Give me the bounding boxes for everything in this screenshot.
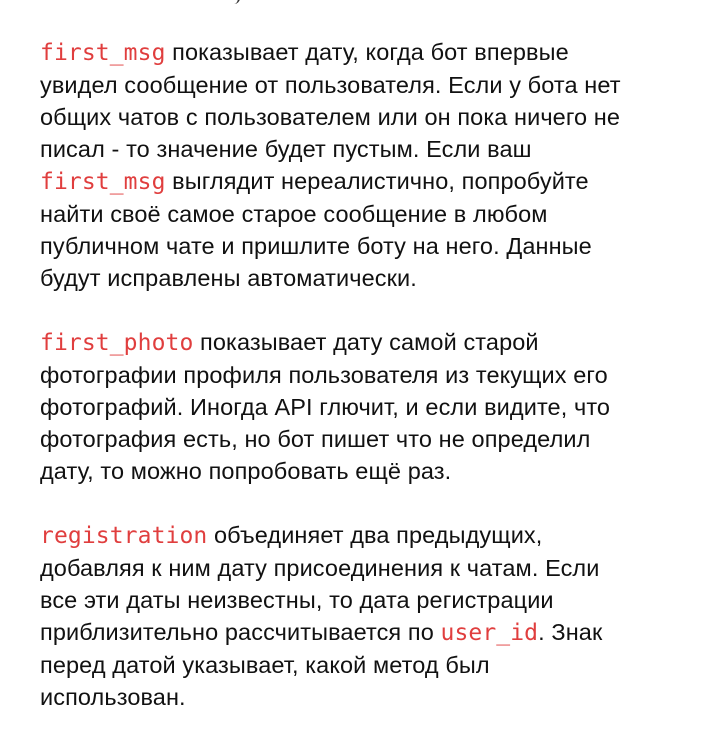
text-line <box>40 681 700 713</box>
help-text-content <box>40 36 700 745</box>
clipped-top-text-fragment <box>232 0 240 4</box>
text-segment: объединяет два предыдущих, <box>207 522 543 548</box>
text-line <box>40 616 700 649</box>
text-line <box>40 552 700 584</box>
text-segment: общих чатов с пользователем или он пока ничего не <box>40 104 621 130</box>
text-line <box>40 69 700 101</box>
code-term: user_id <box>440 620 539 646</box>
paragraph <box>40 36 700 294</box>
text-line <box>40 519 700 552</box>
code-term: first_msg <box>40 169 166 195</box>
text-segment: увидел сообщение от пользователя. Если у бота нет <box>40 72 621 98</box>
text-line <box>40 423 700 455</box>
text-line <box>40 36 700 69</box>
text-line <box>40 649 700 681</box>
text-segment: перед датой указывает, какой метод был <box>40 652 490 678</box>
text-line <box>40 584 700 616</box>
text-line <box>40 133 700 165</box>
text-line <box>40 455 700 487</box>
text-line <box>40 165 700 198</box>
text-line <box>40 101 700 133</box>
text-segment: выглядит нереалистично, попробуйте <box>165 168 589 194</box>
text-segment: показывает дату, когда бот впервые <box>165 39 569 65</box>
text-segment: публичном чате и пришлите боту на него. Данные <box>40 233 592 259</box>
text-line <box>40 198 700 230</box>
paragraph <box>40 326 700 487</box>
text-segment: все эти даты неизвестны, то дата регистрации <box>40 587 554 613</box>
text-line <box>40 391 700 423</box>
code-term: first_photo <box>40 330 194 356</box>
text-segment: фотографий. Иногда API глючит, и если видите, что <box>40 394 611 420</box>
text-segment: будут исправлены автоматически. <box>40 265 417 291</box>
text-segment: приблизительно рассчитывается по <box>40 619 441 645</box>
code-term: first_msg <box>40 40 166 66</box>
text-segment: показывает дату самой старой <box>193 329 539 355</box>
text-segment: дату, то можно попробовать ещё раз. <box>40 458 452 484</box>
text-segment: добавляя к ним дату присоединения к чатам. Если <box>40 555 600 581</box>
text-line <box>40 262 700 294</box>
text-segment: фотографии профиля пользователя из текущих его <box>40 362 608 388</box>
text-line <box>40 359 700 391</box>
text-segment: использован. <box>40 684 186 710</box>
text-segment: найти своё самое старое сообщение в любом <box>40 201 548 227</box>
text-segment: . Знак <box>538 619 603 645</box>
text-segment: писал - то значение будет пустым. Если ваш <box>40 136 532 162</box>
text-line <box>40 326 700 359</box>
paragraph <box>40 519 700 713</box>
text-line <box>40 230 700 262</box>
code-term: registration <box>40 523 208 549</box>
text-segment: фотография есть, но бот пишет что не определил <box>40 426 591 452</box>
